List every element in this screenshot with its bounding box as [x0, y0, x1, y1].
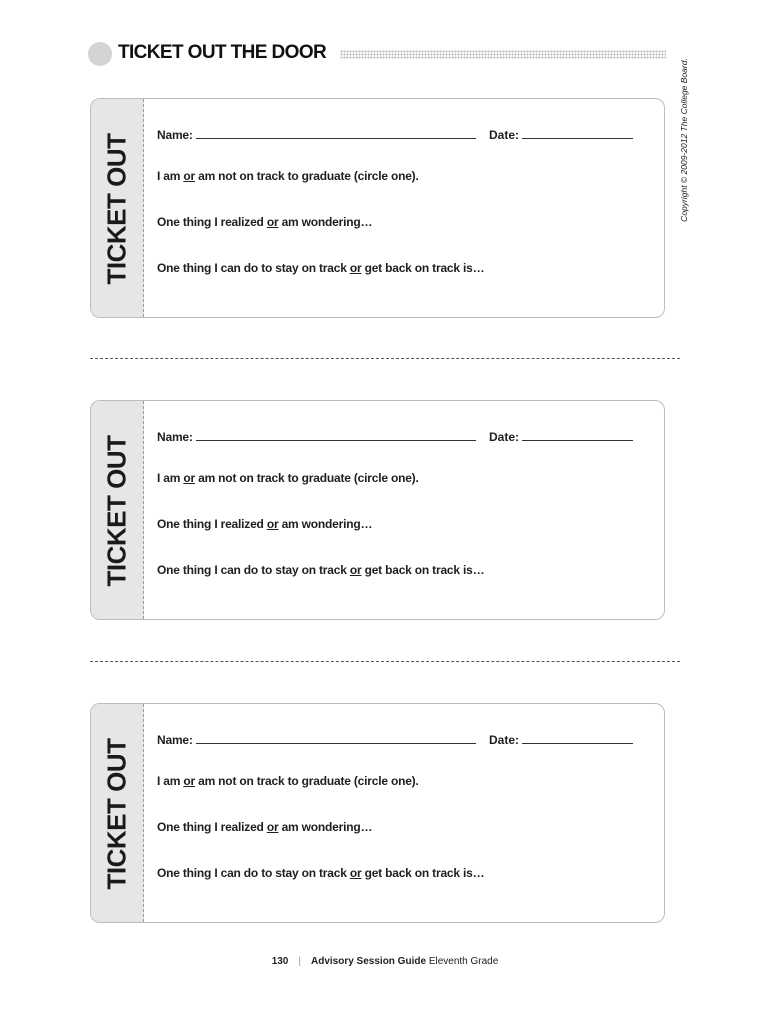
- ticket-tab: [91, 99, 144, 317]
- guide-title: Advisory Session Guide: [310, 956, 427, 967]
- name-field[interactable]: [196, 127, 476, 139]
- realized-prompt: [157, 517, 372, 531]
- grade-label: Eleventh Grade: [428, 956, 499, 967]
- cut-line: [90, 358, 680, 359]
- realized-text-end: am wondering…: [278, 517, 373, 531]
- action-prompt: [157, 261, 484, 275]
- ticket-card: [90, 703, 665, 923]
- date-field[interactable]: [522, 429, 633, 441]
- page-title: TICKET OUT THE DOOR: [118, 42, 327, 63]
- page-header: [86, 40, 666, 68]
- cut-line: [90, 661, 680, 662]
- date-label: Date:: [489, 733, 520, 747]
- action-text-start: One thing I can do to stay on track: [157, 261, 350, 275]
- realized-text-start: One thing I realized: [157, 517, 267, 531]
- footer-separator: |: [298, 956, 301, 967]
- date-field[interactable]: [522, 127, 633, 139]
- realized-text-start: One thing I realized: [157, 215, 267, 229]
- track-text-start: I am: [157, 471, 184, 485]
- date-label: Date:: [489, 430, 520, 444]
- track-text-start: I am: [157, 169, 184, 183]
- name-field[interactable]: [196, 429, 476, 441]
- track-text-end: am not on track to graduate (circle one).: [194, 169, 419, 183]
- track-text-end: am not on track to graduate (circle one).: [194, 774, 419, 788]
- action-or: or: [349, 563, 362, 577]
- name-line: [157, 732, 476, 747]
- track-text-end: am not on track to graduate (circle one).: [194, 471, 419, 485]
- realized-text-end: am wondering…: [278, 215, 373, 229]
- date-line: [489, 429, 633, 444]
- date-field[interactable]: [522, 732, 633, 744]
- track-text-start: I am: [157, 774, 184, 788]
- ticket-card: [90, 98, 665, 318]
- header-bullet: [88, 42, 112, 66]
- realized-or: or: [266, 215, 279, 229]
- action-prompt: [157, 563, 484, 577]
- action-text-end: get back on track is…: [361, 261, 485, 275]
- date-label: Date:: [489, 128, 520, 142]
- realized-text-start: One thing I realized: [157, 820, 267, 834]
- page-footer: [0, 956, 770, 967]
- name-field[interactable]: [196, 732, 476, 744]
- realized-text-end: am wondering…: [278, 820, 373, 834]
- name-label: Name:: [157, 128, 193, 142]
- ticket-tab-label: TICKET OUT: [101, 435, 132, 587]
- track-or: or: [183, 774, 195, 788]
- ticket-card: [90, 400, 665, 620]
- realized-or: or: [266, 517, 279, 531]
- name-line: [157, 127, 476, 142]
- action-prompt: [157, 866, 484, 880]
- action-text-end: get back on track is…: [361, 563, 485, 577]
- name-line: [157, 429, 476, 444]
- track-prompt: [157, 774, 419, 788]
- realized-or: or: [266, 820, 279, 834]
- track-or: or: [183, 471, 195, 485]
- action-text-end: get back on track is…: [361, 866, 485, 880]
- ticket-tab-label: TICKET OUT: [101, 738, 132, 890]
- copyright-text: Copyright © 2009-2012 The College Board.: [679, 58, 689, 222]
- track-prompt: [157, 471, 419, 485]
- track-prompt: [157, 169, 419, 183]
- realized-prompt: [157, 820, 372, 834]
- name-label: Name:: [157, 430, 193, 444]
- ticket-tab: [91, 704, 144, 922]
- action-or: or: [349, 866, 362, 880]
- realized-prompt: [157, 215, 372, 229]
- ticket-tab-label: TICKET OUT: [101, 133, 132, 285]
- track-or: or: [183, 169, 195, 183]
- page-number: 130: [271, 956, 289, 967]
- date-line: [489, 732, 633, 747]
- action-text-start: One thing I can do to stay on track: [157, 563, 350, 577]
- date-line: [489, 127, 633, 142]
- ticket-tab: [91, 401, 144, 619]
- name-label: Name:: [157, 733, 193, 747]
- action-text-start: One thing I can do to stay on track: [157, 866, 350, 880]
- header-dotted-rule: [340, 50, 666, 59]
- action-or: or: [349, 261, 362, 275]
